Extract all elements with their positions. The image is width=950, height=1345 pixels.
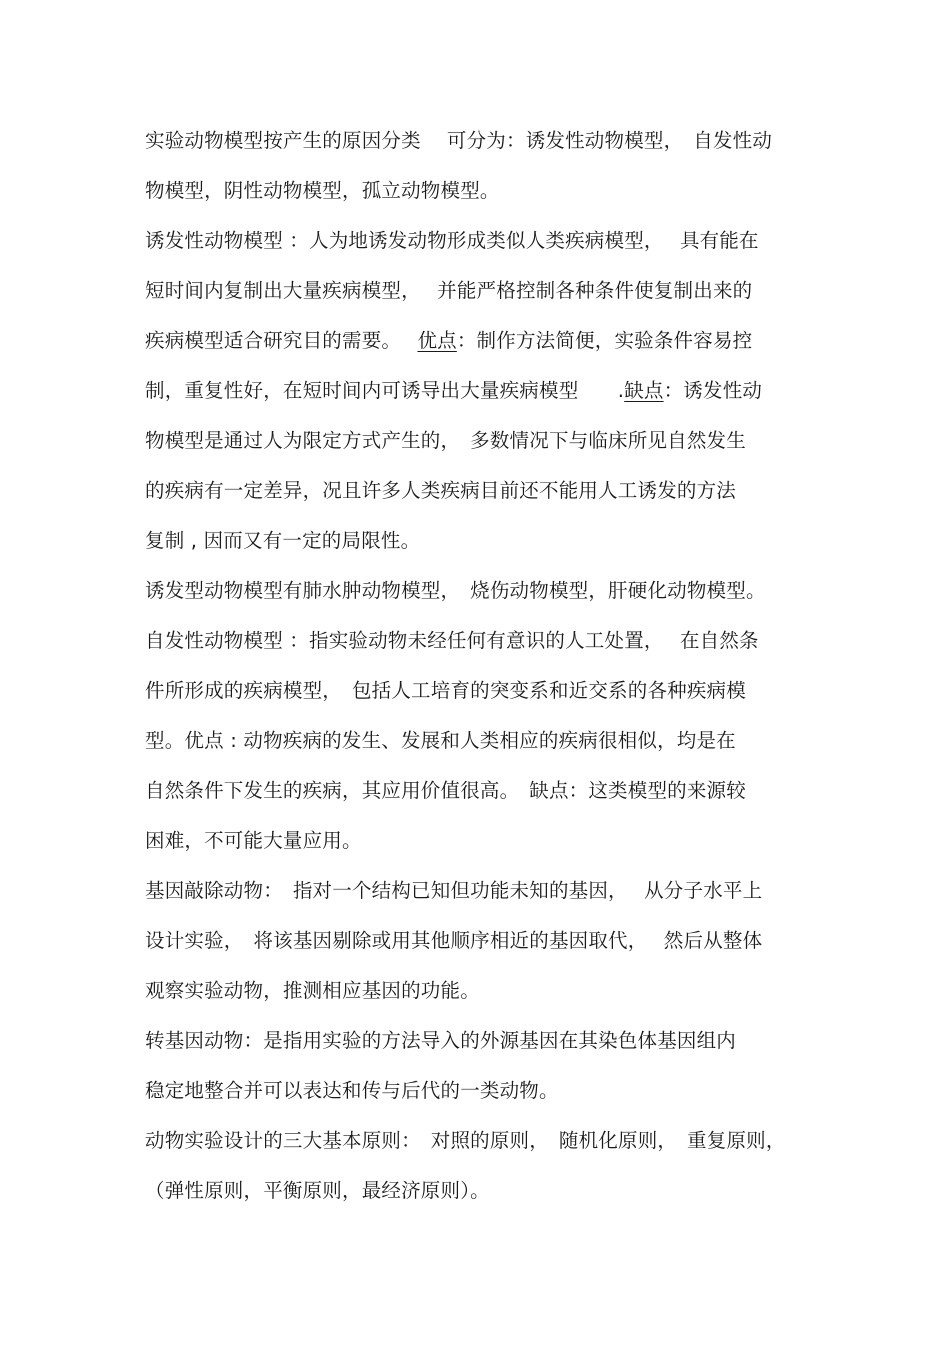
text-line bbox=[145, 129, 772, 153]
text-run: 疾病模型适合研究目的需要。 bbox=[145, 329, 418, 352]
text-line bbox=[145, 479, 736, 503]
text-run: 型。优点 : 动物疾病的发生、发展和人类相应的疾病很相似，均是在 bbox=[145, 729, 736, 752]
text-run: 诱发性动物模型 ：人为地诱发动物形成类似人类疾病模型， 具有能在 bbox=[145, 229, 759, 252]
text-run: 诱发型动物模型有肺水肿动物模型， 烧伤动物模型，肝硬化动物模型。 bbox=[145, 579, 766, 602]
text-line bbox=[145, 1179, 490, 1203]
text-line bbox=[145, 679, 746, 703]
text-run: 的疾病有一定差异，况且许多人类疾病目前还不能用人工诱发的方法 bbox=[145, 479, 737, 502]
advantage-heading: 优点 bbox=[417, 329, 457, 352]
text-line bbox=[145, 579, 766, 603]
text-run: 短时间内复制出大量疾病模型， 并能严格控制各种条件使复制出来的 bbox=[145, 279, 753, 302]
text-line bbox=[145, 879, 762, 903]
text-line bbox=[145, 229, 759, 253]
text-line bbox=[145, 929, 762, 953]
text-line bbox=[145, 829, 362, 853]
disadvantage-heading: 缺点 bbox=[624, 379, 664, 402]
text-run: 困难，不可能大量应用。 bbox=[145, 829, 362, 852]
text-line bbox=[145, 1079, 559, 1103]
text-run: 稳定地整合并可以表达和传与后代的一类动物。 bbox=[145, 1079, 559, 1102]
text-run: 件所形成的疾病模型， 包括人工培育的突变系和近交系的各种疾病模 bbox=[145, 679, 746, 702]
text-line bbox=[145, 529, 420, 553]
text-line bbox=[145, 279, 752, 303]
text-run: 物模型，阴性动物模型，孤立动物模型。 bbox=[145, 179, 500, 202]
text-line bbox=[145, 729, 736, 753]
text-run: 基因敲除动物： 指对一个结构已知但功能未知的基因， 从分子水平上 bbox=[145, 879, 763, 902]
text-line bbox=[145, 1029, 736, 1053]
text-run: （弹性原则，平衡原则，最经济原则）。 bbox=[145, 1179, 490, 1202]
text-line bbox=[145, 329, 752, 353]
text-run: 动物实验设计的三大基本原则： 对照的原则， 随机化原则， 重复原则， bbox=[145, 1129, 786, 1152]
text-run: 自然条件下发生的疾病，其应用价值很高。 缺点：这类模型的来源较 bbox=[145, 779, 746, 802]
text-run: 转基因动物：是指用实验的方法导入的外源基因在其染色体基因组内 bbox=[145, 1029, 737, 1052]
text-run: 实验动物模型按产生的原因分类 可分为：诱发性动物模型， 自发性动 bbox=[145, 129, 773, 152]
text-line bbox=[145, 629, 759, 653]
text-run: 观察实验动物，推测相应基因的功能。 bbox=[145, 979, 480, 1002]
text-line bbox=[145, 429, 746, 453]
text-line bbox=[145, 979, 480, 1003]
text-run: 自发性动物模型 ：指实验动物未经任何有意识的人工处置， 在自然条 bbox=[145, 629, 759, 652]
text-run: ：诱发性动 bbox=[663, 379, 763, 402]
text-run: 设计实验， 将该基因剔除或用其他顺序相近的基因取代， 然后从整体 bbox=[145, 929, 763, 952]
text-run: 复制 , 因而又有一定的局限性。 bbox=[145, 529, 421, 552]
text-line bbox=[145, 379, 762, 403]
text-run: 物模型是通过人为限定方式产生的， 多数情况下与临床所见自然发生 bbox=[145, 429, 746, 452]
text-run: 制，重复性好，在短时间内可诱导出大量疾病模型 . bbox=[145, 379, 625, 402]
text-run: ：制作方法简便，实验条件容易控 bbox=[456, 329, 753, 352]
text-line bbox=[145, 1129, 786, 1153]
text-line bbox=[145, 779, 746, 803]
text-line bbox=[145, 179, 500, 203]
